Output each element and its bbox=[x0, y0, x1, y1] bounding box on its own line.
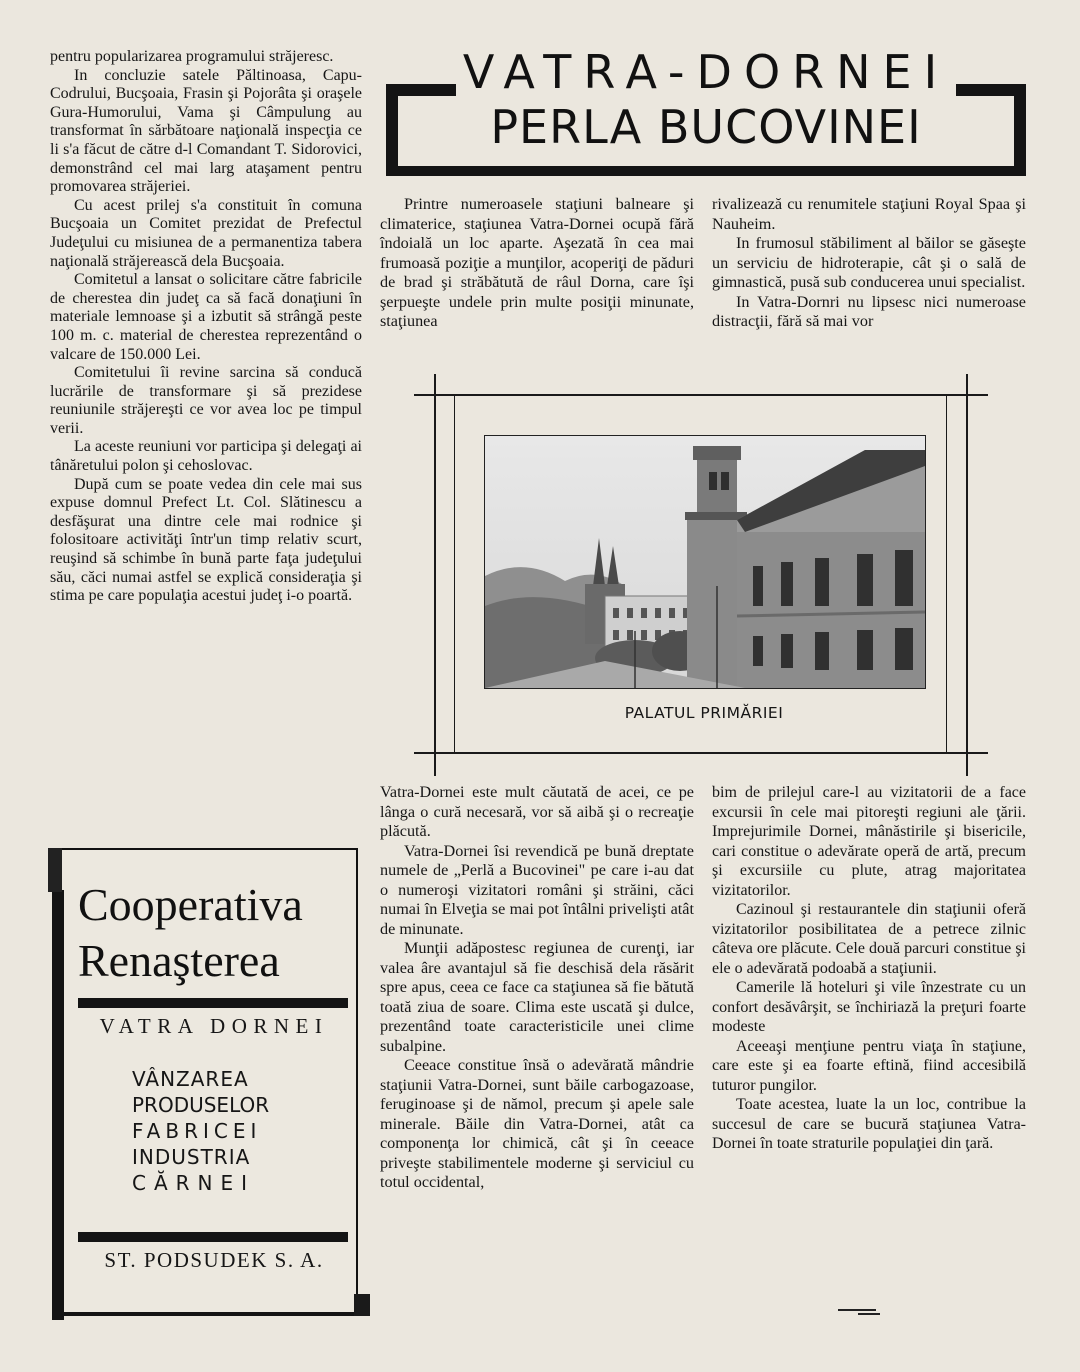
ad-rule bbox=[78, 998, 348, 1008]
ad-rule bbox=[78, 1232, 348, 1242]
ad-service-item: INDUSTRIA bbox=[132, 1145, 251, 1169]
ad-border bbox=[52, 1312, 356, 1316]
paragraph: Printre numeroasele staţiuni balneare şi climaterice, staţiunea Vatra-Dornei ocupă fără îndoială un loc aparte. Aşezată în cea mai frumoasă poziţie a munţilor, acoperiţi de păduri de brad şi străbătută de râul Dorna, care îşi şerpueşte undele prin multe posiţii minunate, staţiunea bbox=[380, 195, 694, 330]
left-column-text bbox=[50, 48, 362, 606]
article-subtitle: PERLA BUCOVINEI bbox=[490, 100, 922, 154]
advertisement-box bbox=[52, 848, 358, 1316]
ad-title: Cooperativa bbox=[78, 879, 303, 930]
article-title: VATRA-DORNEI bbox=[456, 44, 956, 100]
paragraph: La aceste reuniuni vor participa şi delegaţi ai tânăretului polon şi cehoslovac. bbox=[50, 438, 362, 475]
frame-bar bbox=[386, 84, 398, 176]
ad-service-item: VÂNZAREA bbox=[132, 1067, 249, 1091]
article-column-middle-bottom bbox=[380, 783, 694, 1193]
paragraph: In Vatra-Dornri nu lipsesc nici numeroase distracţii, fără să mai vor bbox=[712, 292, 1026, 330]
paragraph: Munţii adăpostesc regiunea de curenţi, iar valea âre avantajul să fie deschisă dela răsărit spre apus, ceea ce face ca staţiunea să fie bătută toată ziua de soare. Clima este uscată şi dulce, prezentând toate caracteristicile unei clime subalpine. bbox=[380, 939, 694, 1055]
frame-line bbox=[434, 374, 436, 776]
paragraph: Cu acest prilej s'a constituit în comuna Bucşoaia un Comitet prezidat de Prefectul Judeţului cu misiunea de a permanentiza tabera naţională străjerească dela Bucşoaia. bbox=[50, 196, 362, 270]
photo-caption: PALATUL PRIMĂRIEI bbox=[624, 704, 784, 722]
ad-service-item: CĂRNEI bbox=[132, 1171, 256, 1195]
ad-border bbox=[354, 1294, 370, 1316]
end-mark bbox=[838, 1309, 876, 1311]
frame-line bbox=[414, 752, 988, 754]
ad-border bbox=[48, 848, 62, 892]
article-column-right-top bbox=[712, 195, 1026, 332]
frame-line bbox=[966, 374, 968, 776]
paragraph: In concluzie satele Păltinoasa, Capu-Codrului, Bucşoaia, Frasin şi Pojorâta şi oraşele Gura-Humorului, Vama şi Câmpulung au transformat în sărbătoare naţională inspecţia ce li s'a făcut de către d-l Comandant T. Sidorovici, demonstrând cel mai larg ataşament pentru promovarea străjeriei. bbox=[50, 66, 362, 196]
paragraph: Aceeaşi menţiune pentru viaţa în staţiune, care este şi ea foarte eftină, fiind accesibilă tuturor pungilor. bbox=[712, 1037, 1026, 1094]
paragraph: Vatra-Dornei îsi revendică pe bună dreptate numele de „Perlă a Bucovinei" pe care i-au dat o numeroşi vizitatori români şi străini, căci numai în Elveţia se mai pot întâlni privelişti atât de minunate. bbox=[380, 841, 694, 938]
ad-service-item: FABRICEI bbox=[132, 1119, 262, 1143]
paragraph: Comitetului îi revine sarcina să conducă lucrările de transformare şi să prezidese reuniunile străjereşti ce vor avea loc pe timpul verii. bbox=[50, 364, 362, 437]
ad-services-list bbox=[132, 1066, 332, 1196]
ad-company: ST. PODSUDEK S. A. bbox=[104, 1248, 324, 1272]
ad-border bbox=[52, 890, 64, 1320]
paragraph: După cum se poate vedea din cele mai sus expuse domnul Prefect Lt. Col. Slătinescu a desfăşurat una dintre cele mai rodnice şi folositoare activităţi într'un timp relativ scurt, reuşind să schimbe în bună parte faţa judeţului său, căci numai astfel se explică consideraţia şi stima pe care populaţia acestui judeţ i-o poartă. bbox=[50, 475, 362, 605]
paragraph: pentru popularizarea programului străjeresc. bbox=[50, 48, 334, 65]
ad-service-item: PRODUSELOR bbox=[132, 1093, 270, 1117]
frame-line bbox=[946, 394, 947, 752]
paragraph: Toate acestea, luate la un loc, contribue la succesul de care se bucură staţiunea Vatra-Dornei în toate straturile populaţiei din ţară. bbox=[712, 1096, 1026, 1152]
paragraph: Camerile lă hoteluri şi vile înzestrate cu un confort desăvârşit, se închiriază la preţuri foarte modeste bbox=[712, 979, 1026, 1035]
end-mark bbox=[858, 1313, 880, 1315]
frame-bar bbox=[1014, 84, 1026, 176]
paragraph: In frumosul stăbiliment al băilor se găseşte un serviciu de hidroterapie, cât şi o sală de gimnastică, pusă sub conducerea unui specialist. bbox=[712, 234, 1026, 291]
frame-line bbox=[454, 394, 455, 752]
paragraph: bim de prilejul care-l au vizitatorii de a face excursii în cele mai pitoreşti regiuni ale ţării. Imprejurimile Dornei, mânăstirile şi bisericile, cari constitue o adevărate operă de artă, precum şi excursiile cu plute, atrag majoritatea vizitatorilor. bbox=[712, 784, 1026, 899]
paragraph: Cazinoul şi restaurantele din staţiunii oferă vizitatorilor posibilitatea de a petrece zilnic câteva ore plăcute. Cele două parcuri constitue şi ele o adevărată podoabă a staţiunii. bbox=[712, 901, 1026, 977]
article-column-middle-top bbox=[380, 195, 694, 332]
paragraph: Comitetul a lansat o solicitare către fabricile de cherestea din judeţ ca să facă donaţiuni în materiale lemnoase şi a izbutit să strângă peste 100 m. c. material de cherestea reprezentând o valcare de 150.000 Lei. bbox=[50, 271, 362, 363]
frame-bar bbox=[386, 166, 1026, 176]
town-hall-illustration bbox=[485, 436, 925, 688]
paragraph: rivalizează cu renumitele staţiuni Royal Spaa şi Nauheim. bbox=[712, 195, 1026, 233]
paragraph: Vatra-Dornei este mult căutată de acei, ce pe lânga o cură necesară, vor să aibă şi o recreaţie plăcută. bbox=[380, 783, 694, 840]
ad-location: VATRA DORNEI bbox=[99, 1014, 329, 1038]
article-column-right-bottom bbox=[712, 783, 1026, 1154]
town-hall-photo bbox=[484, 435, 926, 689]
frame-line bbox=[414, 394, 988, 396]
paragraph: Ceeace constitue însă o adevărată mândrie staţiunii Vatra-Dornei, sunt băile carbogazoase, feruginoase şi de nămol, precum şi apele sale minerale. Băile din Vatra-Dornei, atât ca componenţa lor chimică, cât şi în ceeace priveşte stabilimentele moderne şi serviciul cu totul occidental, bbox=[380, 1056, 694, 1191]
ad-title: Renaşterea bbox=[78, 935, 280, 986]
